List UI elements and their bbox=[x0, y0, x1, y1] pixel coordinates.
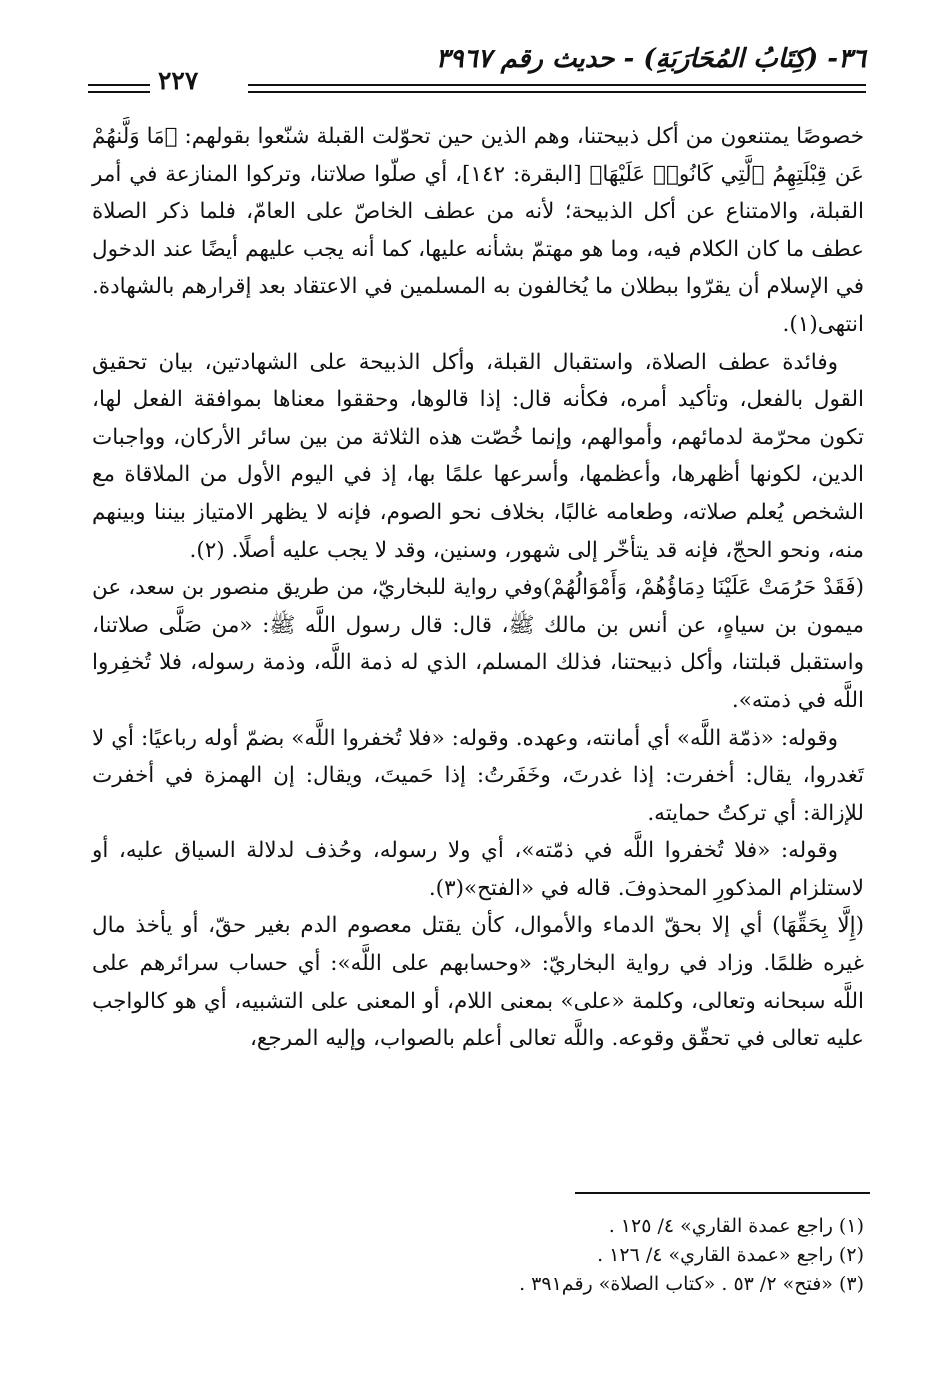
footnote-2: (٢) راجع «عمدة القاري» ٤/ ١٢٦ . bbox=[597, 1244, 864, 1266]
paragraph-3: (فَقَدْ حَرُمَتْ عَلَيْنَا دِمَاؤُهُمْ، وَأَمْوَالُهُمْ)وفي رواية للبخاريّ، من طريق منصور بن سعد، عن ميمون بن سياهٍ، عن أنس بن مالك ﷺ، قال: قال رسول اللَّه ﷺ: «من صَلَّى صلاتنا، واستقبل قبلتنا، وأكل ذبيحتنا، فذلك المسلم، الذي له ذمة اللَّه، وذمة رسوله، فلا تُخفِروا اللَّه في ذمته». bbox=[92, 575, 864, 713]
footnote-1: (١) راجع عمدة القاري» ٤/ ١٢٥ . bbox=[608, 1215, 864, 1237]
footnote-3: (٣) «فتح» ٢/ ٥٣ . «كتاب الصلاة» رقم٣٩١ . bbox=[519, 1273, 864, 1295]
footnotes bbox=[164, 1212, 864, 1299]
page-number: ٢٢٧ bbox=[158, 66, 199, 95]
main-text bbox=[92, 118, 864, 1058]
header-rule bbox=[248, 84, 866, 93]
paragraph-6: (إِلَّا بِحَقِّهَا) أي إلا بحقّ الدماء والأموال، كأن يقتل معصوم الدم بغير حقّ، أو يأخذ مال غيره ظلمًا. وزاد في رواية البخاريّ: «وحسابهم على اللَّه»: أي حساب سرائرهم على اللَّه سبحانه وتعالى، وكلمة «على» بمعنى اللام، أو المعنى على التشبيه، أي هو كالواجب عليه تعالى في تحقّق وقوعه. واللَّه تعالى أعلم بالصواب، وإليه المرجع، bbox=[92, 913, 864, 1052]
paragraph-4: وقوله: «ذمّة اللَّه» أي أمانته، وعهده. وقوله: «فلا تُخفروا اللَّه» بضمّ أوله رباعيًا: أي لا تَغدروا، يقال: أخفرت: إذا غدرتَ، وخَفَرتُ: إذا حَميتَ، ويقال: إن الهمزة في أخفرت للإزالة: أي تركتُ حمايته. bbox=[92, 725, 864, 826]
footnote-separator bbox=[575, 1192, 870, 1194]
paragraph-1: خصوصًا يمتنعون من أكل ذبيحتنا، وهم الذين حين تحوّلت القبلة شنّعوا بقولهم: ﴿مَا وَلَّنهُمْ عَن قِبْلَتِهِمُ ٱلَّتِي كَانُوا۟ عَلَيْهَا﴾ [البقرة: ١٤٢]، أي صلّوا صلاتنا، وتركوا المنازعة في أمر القبلة، والامتناع عن أكل الذبيحة؛ لأنه من عطف الخاصّ على العامّ، فلما ذكر الصلاة عطف ما كان الكلام فيه، وما هو مهتمّ بشأنه عليها، كما أنه يجب عليهم أيضًا عند الدخول في الإسلام أن يقرّوا ببطلان ما يُخالفون به المسلمين في الاعتقاد بعد إقرارهم بالشهادة. انتهى(١). bbox=[92, 124, 865, 337]
page-header bbox=[88, 44, 866, 95]
running-title: ٣٦- (كِتَابُ المُحَارَبَةِ) - حديث رقم ٣٩٦٧ bbox=[435, 44, 866, 74]
paragraph-5: وقوله: «فلا تُخفروا اللَّه في ذمّته»، أي ولا رسوله، وحُذف لدلالة السياق عليه، أو لاستلزام المذكورِ المحذوفَ. قاله في «الفتح»(٣). bbox=[92, 838, 864, 901]
paragraph-2: وفائدة عطف الصلاة، واستقبال القبلة، وأكل الذبيحة على الشهادتين، بيان تحقيق القول بالفعل، وتأكيد أمره، فكأنه قال: إذا قالوها، وحققوا معناها بموافقة الفعل لها، تكون محرّمة لدمائهم، وأموالهم، وإنما خُصّت هذه الثلاثة من بين سائر الأركان، وواجبات الدين، لكونها أظهرها، وأعظمها، وأسرعها علمًا بها، إذ في اليوم الأول من الملاقاة مع الشخص يُعلم صلاته، وطعامه غالبًا، بخلاف نحو الصوم، فإنه لا يظهر الامتياز بيننا وبينهم منه، ونحو الحجّ، فإنه قد يتأخّر إلى شهور، وسنين، وقد لا يجب عليه أصلًا. (٢). bbox=[92, 349, 864, 563]
header-rule-short bbox=[88, 84, 150, 93]
